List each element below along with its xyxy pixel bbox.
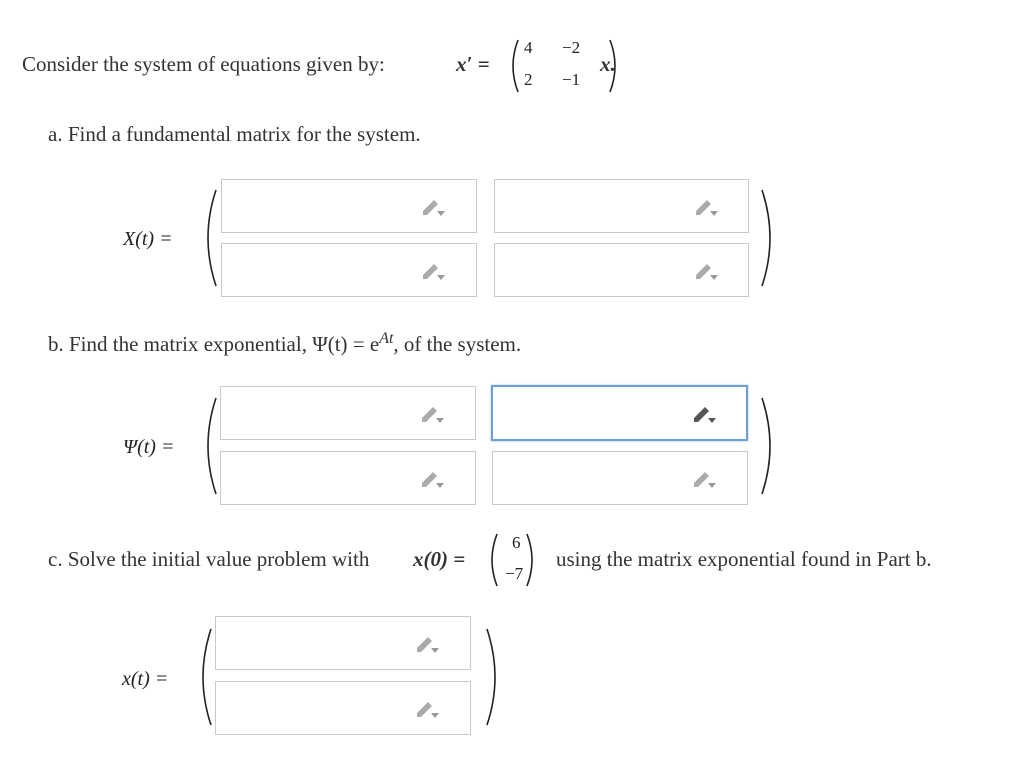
- matrix-a11: 4: [524, 38, 533, 57]
- matrix-a22: −1: [562, 70, 581, 89]
- fundamental-matrix-x22-input[interactable]: [494, 243, 749, 297]
- solution-x2-input[interactable]: [215, 681, 471, 735]
- matrix-a12: −2: [562, 38, 581, 57]
- matrix-exponential-psi21-input[interactable]: [220, 451, 476, 505]
- pencil-icon[interactable]: [414, 697, 440, 719]
- part-a-label: X(t) =: [123, 228, 173, 250]
- part-c-ic-lhs: x(0) =: [413, 547, 466, 571]
- intro-rhs: x.: [600, 52, 616, 76]
- pencil-icon[interactable]: [414, 632, 440, 654]
- matrix-a21: 2: [524, 70, 533, 89]
- part-b-question: b. Find the matrix exponential, $\Psi(t) = e^{At}$, of the system.: [48, 330, 522, 356]
- pencil-icon[interactable]: [420, 195, 446, 217]
- part-c-question-end: using the matrix exponential found in Part b.: [556, 547, 932, 571]
- part-a-question: a. Find a fundamental matrix for the system.: [48, 122, 421, 146]
- intro-lhs: x′ =: [456, 52, 490, 76]
- pencil-icon[interactable]: [419, 402, 445, 424]
- part-b-label: Ψ(t) =: [123, 436, 175, 458]
- part-c-label: x(t) =: [122, 668, 169, 690]
- pencil-icon[interactable]: [420, 259, 446, 281]
- ic-value-1: 6: [512, 533, 521, 552]
- fundamental-matrix-x21-input[interactable]: [221, 243, 477, 297]
- matrix-exponential-psi11-input[interactable]: [220, 386, 476, 440]
- pencil-icon[interactable]: [691, 467, 717, 489]
- fundamental-matrix-x12-input[interactable]: [494, 179, 749, 233]
- solution-x1-input[interactable]: [215, 616, 471, 670]
- intro-text: Consider the system of equations given by:: [22, 52, 385, 76]
- fundamental-matrix-x11-input[interactable]: [221, 179, 477, 233]
- pencil-icon[interactable]: [693, 195, 719, 217]
- ic-value-2: −7: [505, 564, 524, 583]
- matrix-exponential-psi12-input[interactable]: [491, 385, 748, 441]
- pencil-icon[interactable]: [693, 259, 719, 281]
- matrix-exponential-psi22-input[interactable]: [492, 451, 748, 505]
- pencil-icon[interactable]: [419, 467, 445, 489]
- pencil-icon[interactable]: [691, 402, 717, 424]
- part-c-question: c. Solve the initial value problem with: [48, 547, 370, 571]
